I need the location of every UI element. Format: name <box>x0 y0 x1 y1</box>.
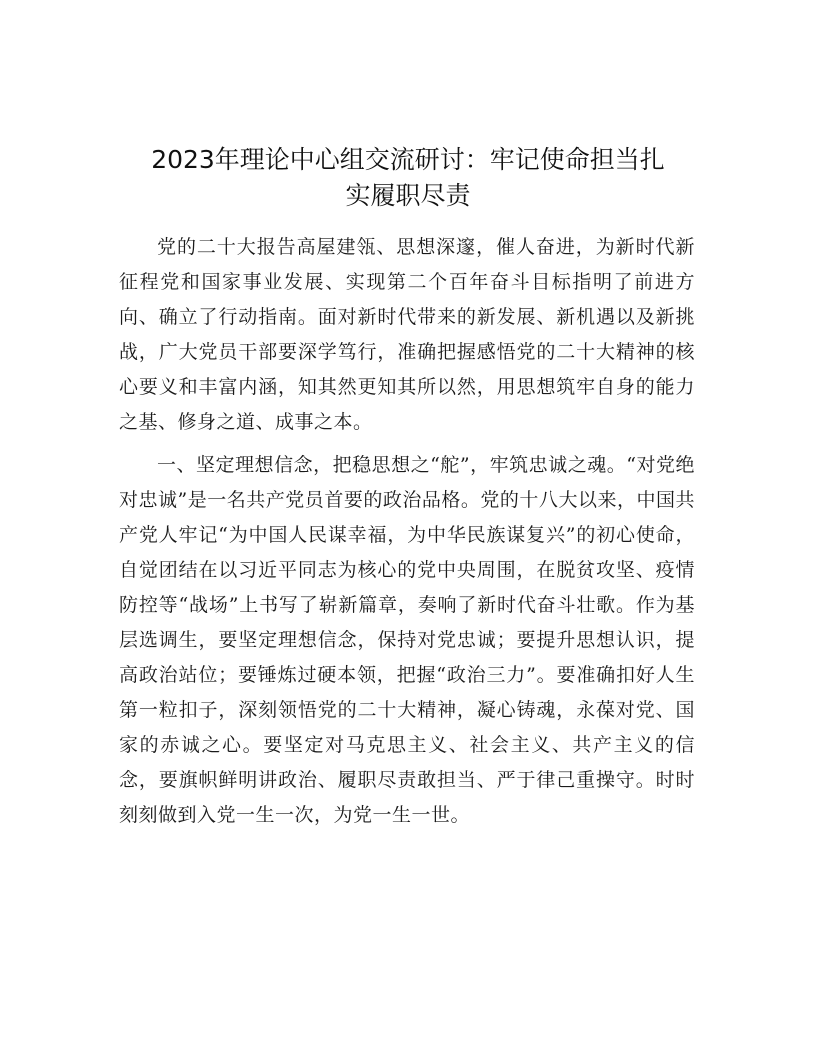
document-title <box>110 142 706 214</box>
document-body <box>119 230 695 833</box>
paragraph-intro: 党的二十大报告高屋建瓴、思想深邃，催人奋进，为新时代新征程党和国家事业发展、实现第二个百年奋斗目标指明了前进方向、确立了行动指南。面对新时代带来的新发展、新机遇以及新挑战，广大党员干部要深学笃行，准确把握感悟党的二十大精神的核心要义和丰富内涵，知其然更知其所以然，用思想筑牢自身的能力之基、修身之道、成事之本。 <box>119 236 695 433</box>
title-line-2: 实履职尽责 <box>345 181 471 210</box>
paragraph-section-1: 一、坚定理想信念，把稳思想之“舵”，牢筑忠诚之魂。“对党绝对忠诚”是一名共产党员首要的政治品格。党的十八大以来，中国共产党人牢记“为中国人民谋幸福，为中华民族谋复兴”的初心使命，自觉团结在以习近平同志为核心的党中央周围，在脱贫攻坚、疫情防控等“战场”上书写了崭新篇章，奏响了新时代奋斗壮歌。作为基层选调生，要坚定理想信念，保持对党忠诚；要提升思想认识，提高政治站位；要锤炼过硬本领，把握“政治三力”。要准确扣好人生第一粒扣子，深刻领悟党的二十大精神，凝心铸魂，永葆对党、国家的赤诚之心。要坚定对马克思主义、社会主义、共产主义的信念，要旗帜鲜明讲政治、履职尽责敢担当、严于律己重操守。时时刻刻做到入党一生一次，为党一生一世。 <box>119 454 695 826</box>
title-line-1: 2023年理论中心组交流研讨：牢记使命担当扎 <box>151 145 665 174</box>
